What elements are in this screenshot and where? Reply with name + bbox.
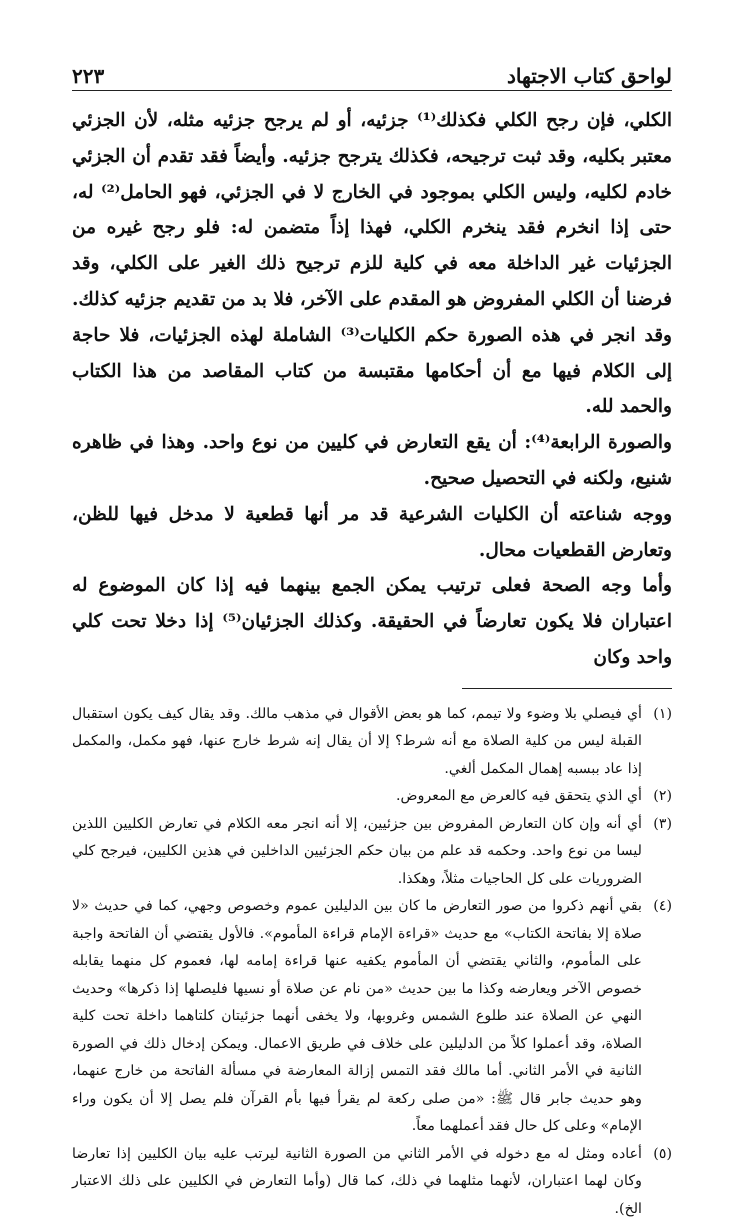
footnotes: [72, 701, 672, 1223]
footnote-separator: [462, 688, 672, 689]
footnote-1: [72, 701, 672, 784]
footnote-number: (٥): [653, 1145, 672, 1162]
footnote-text: أي أنه وإن كان التعارض المفروض بين جزئيين، إلا أنه انجر معه الكلام في تعارض الكليين اللذين ليسا من نوع واحد. وحكمه قد علم من بيان حكم الجزئيين الداخلين في هذين الكليين، فيرجح كلي الضروريات على كل الحاجيات مثلاً، وهكذا.: [72, 815, 642, 887]
footnote-5: [72, 1141, 672, 1223]
running-title: لواحق كتاب الاجتهاد: [506, 64, 672, 88]
footnote-number: (٢): [653, 788, 672, 805]
page-number: ٢٢٣: [72, 64, 105, 88]
footnote-number: (١): [653, 705, 672, 722]
footnote-2: [72, 783, 672, 811]
paragraph: والصورة الرابعة⁽⁴⁾: أن يقع التعارض في كليين من نوع واحد. وهذا في ظاهره شنيع، ولكنه في التحصيل صحيح.: [72, 432, 672, 489]
paragraph: ووجه شناعته أن الكليات الشرعية قد مر أنها قطعية لا مدخل فيها للظن، وتعارض القطعيات محال.: [72, 503, 672, 561]
footnote-number: (٤): [653, 898, 672, 915]
paragraph: الكلي، فإن رجح الكلي فكذلك⁽¹⁾ جزئيه، أو لم يرجح جزئيه مثله، لأن الجزئي معتبر بكليه، وقد ثبت ترجيحه، فكذلك يترجح جزئيه. وأيضاً فقد تقدم أن الجزئي خادم لكليه، وليس الكلي بموجود في الخارج لا في الجزئي، فهو الحامل⁽²⁾ له، حتى إذا انخرم فقد ينخرم الكلي، فهذا إذاً متضمن له: فلو رجح غيره من الجزئيات غير الداخلة معه في كلية للزم ترجيح ذلك الغير على الكلي، وقد فرضنا أن الكلي المفروض هو المقدم على الآخر، فلا بد من تقديم جزئيه كذلك. وقد انجر في هذه الصورة حكم الكليات⁽³⁾ الشاملة لهذه الجزئيات، فلا حاجة إلى الكلام فيها مع أن أحكامها مقتبسة من كتاب المقاصد من هذا الكتاب والحمد لله.: [72, 110, 672, 418]
footnote-text: أي الذي يتحقق فيه كالعرض مع المعروض.: [395, 788, 642, 805]
footnote-text: أي فيصلي بلا وضوء ولا تيمم، كما هو بعض الأقوال في مذهب مالك. وقد يقال كيف يكون استقبال القبلة ليس من كلية الصلاة مع أنه شرط؟ إلا أن يقال إنه شرط خارج عنها، فهو مكمل، والمكمل إذا عاد ببسبه إهمال المكمل ألغي.: [72, 705, 642, 777]
footnote-text: بقي أنهم ذكروا من صور التعارض ما كان بين الدليلين عموم وخصوص وجهي، كما في حديث «لا صلاة إلا بفاتحة الكتاب» مع حديث «قراءة الإمام قراءة المأموم». فالأول يقتضي أن الفاتحة واجبة على المأموم، والثاني يقتضي أن المأموم يكفيه عنها قراءة إمامه لها، فعموم كل منهما يقابله خصوص الآخر ويعارضه وكذا ما بين حديث «من نام عن صلاة أو نسيها فليصلها إذا ذكرها» وحديث النهي عن الصلاة عند طلوع الشمس وغروبها، ولا يخفى أنهما جزئيتان كلتاهما داخلة تحت كلية الصلاة، وقد أعملوا كلاً من الدليلين على خلاف في طريق الاعمال. ويمكن إدخال ذلك في الصورة الثانية في الأمر الثاني. أما مالك فقد التمس إزالة المعارضة في مسألة الفاتحة من خارج عنهما، وهو حديث جابر قال ﷺ: «من صلى ركعة لم يقرأ فيها بأم القرآن فلم يصل إلا أن يكون وراء الإمام» وعلى كل حال فقد أعملهما معاً.: [72, 898, 642, 1135]
book-page: [72, 62, 672, 1217]
footnote-number: (٣): [653, 815, 672, 832]
page-header: [72, 62, 672, 91]
footnote-text: أعاده ومثل له مع دخوله في الأمر الثاني من الصورة الثانية ليرتب عليه بيان الكليين إذا تعارضا وكان لهما اعتباران، لأنهما مثلهما في ذلك، كما قال (وأما التعارض في الكليين على ذلك الاعتبار الخ).: [72, 1145, 642, 1217]
paragraph: وأما وجه الصحة فعلى ترتيب يمكن الجمع بينهما فيه إذا كان الموضوع له اعتباران فلا يكون تعارضاً في الحقيقة. وكذلك الجزئيان⁽⁵⁾ إذا دخلا تحت كلي واحد وكان: [72, 575, 672, 668]
footnote-3: [72, 811, 672, 894]
main-text: [72, 103, 672, 676]
